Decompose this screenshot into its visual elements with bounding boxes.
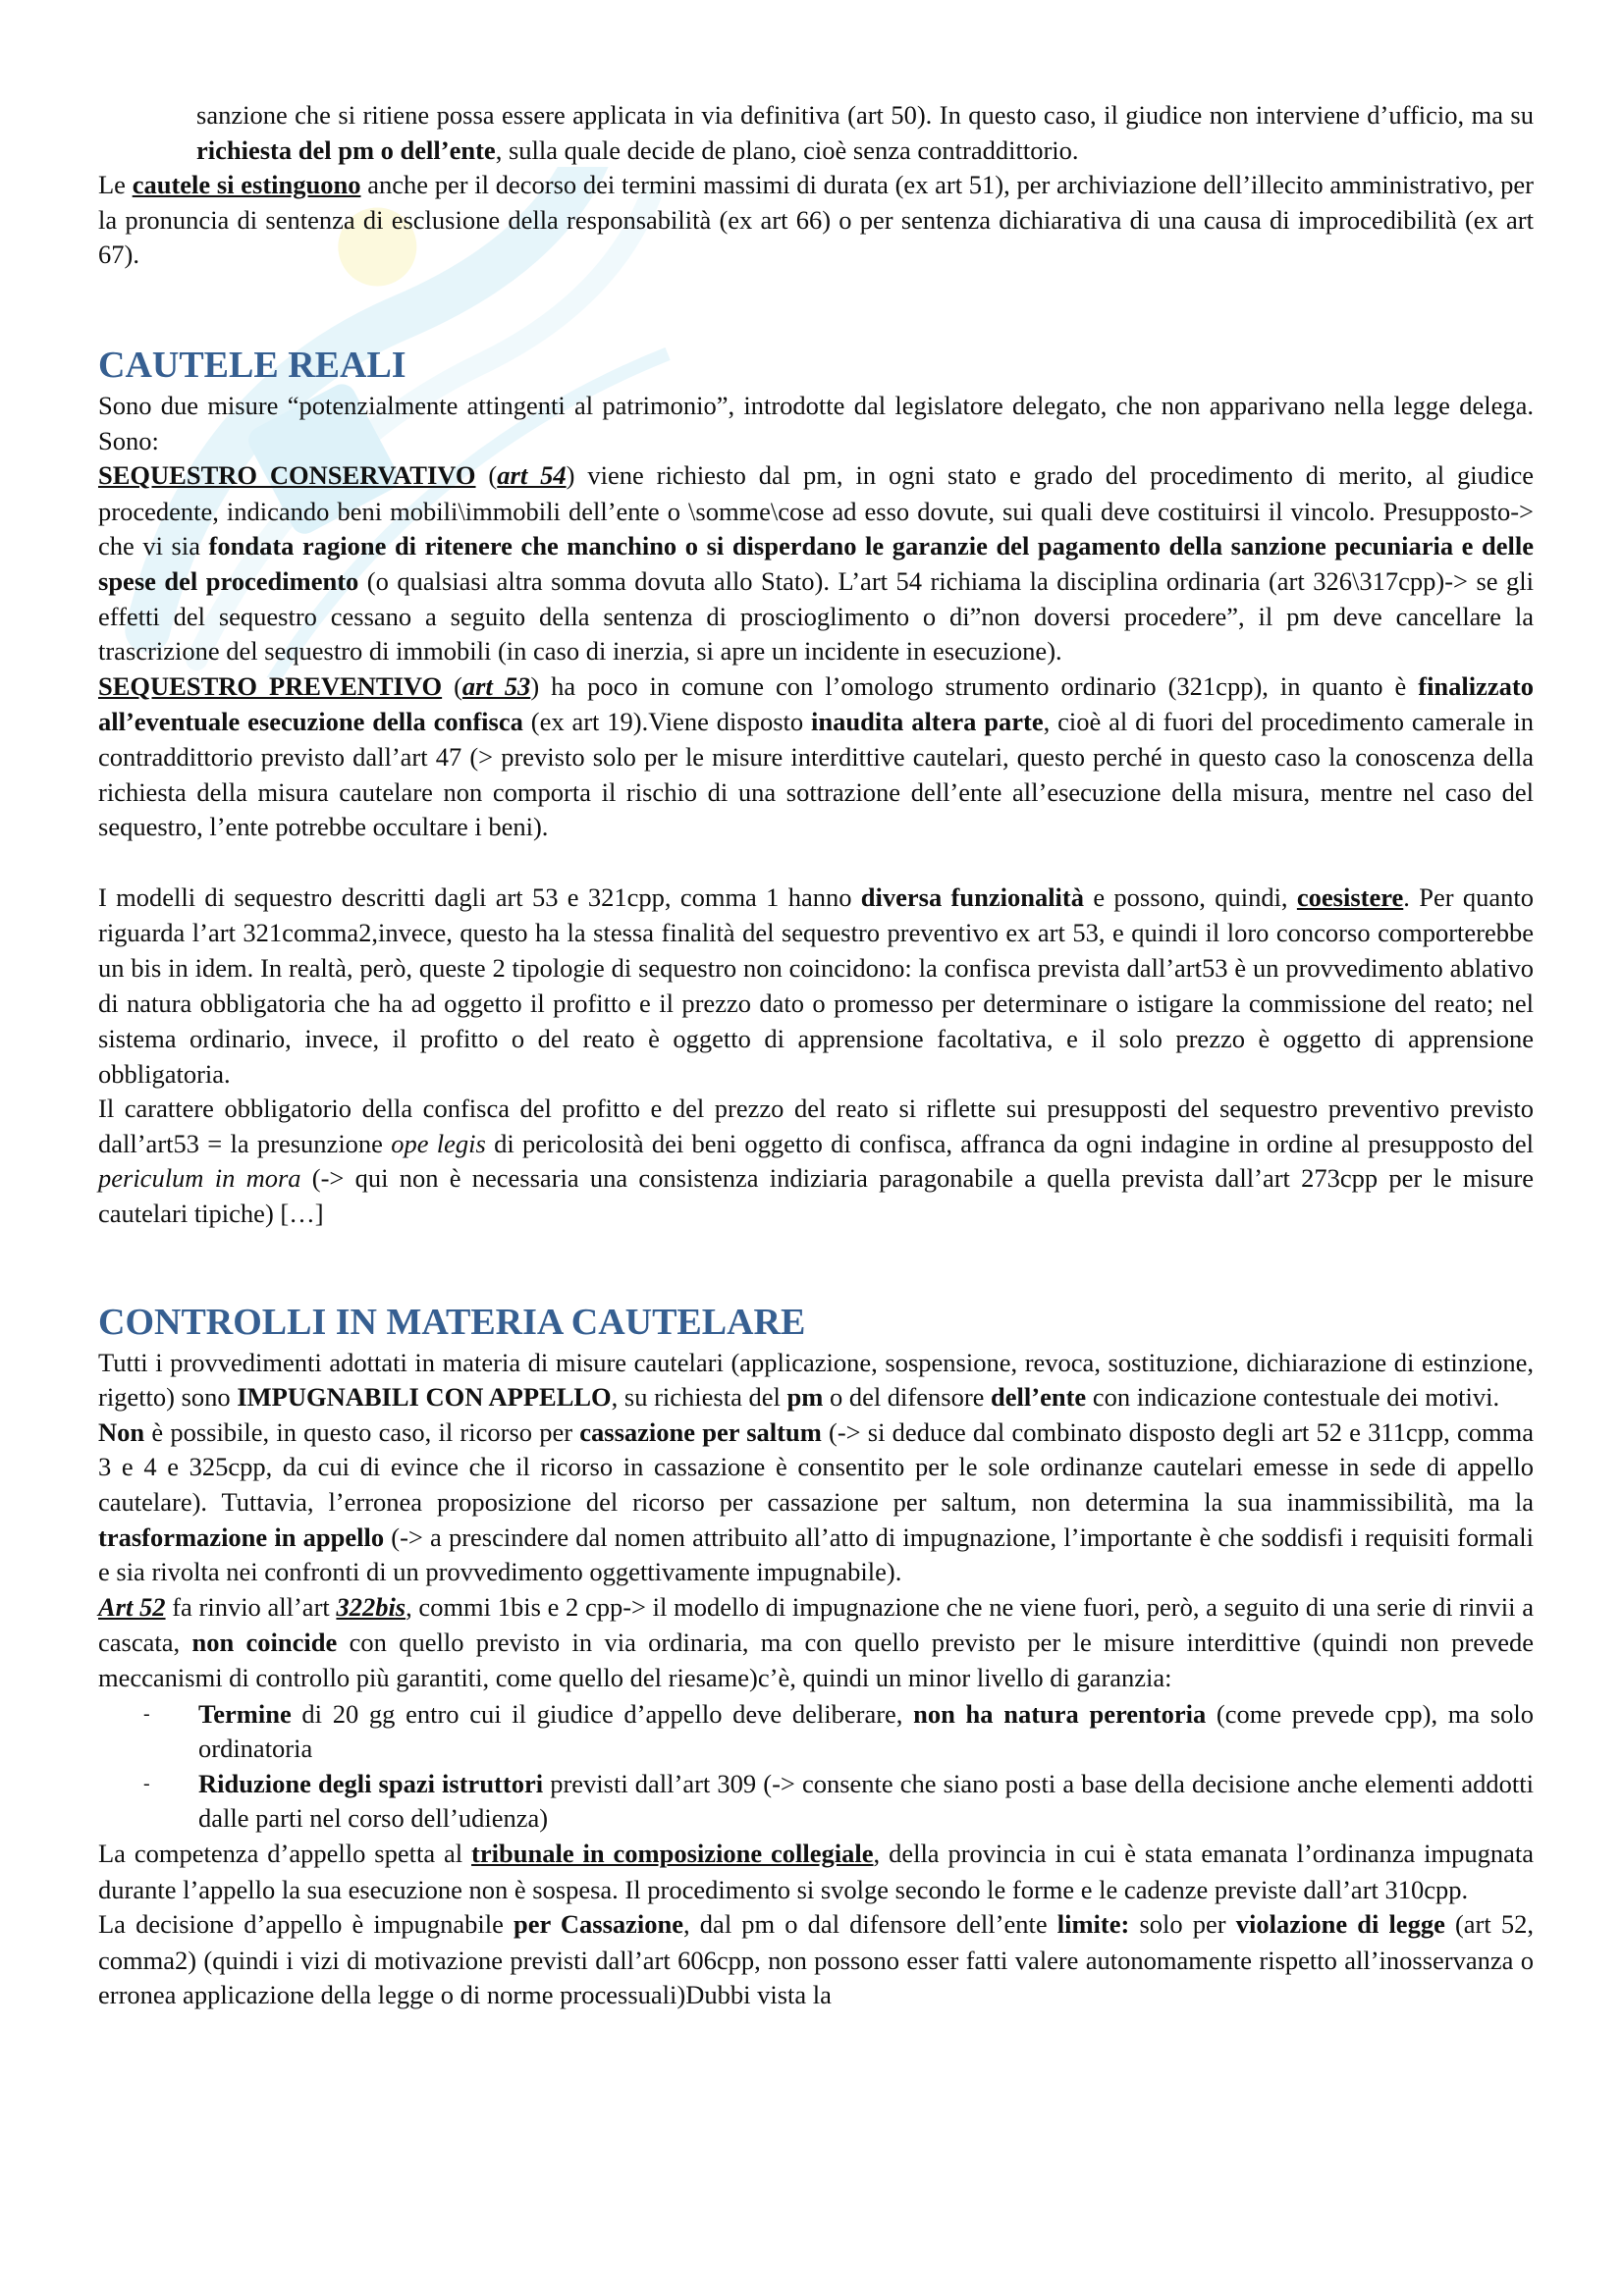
heading-cautele-reali: CAUTELE REALI (98, 344, 406, 386)
art52-paragraph: Art 52 fa rinvio all’art 322bis, commi 1bis e 2 cpp-> il modello di impugnazione che ne viene fuori, però, a seguito di una serie di rinvii a cascata, non coincide con quello previsto in via ordinaria, ma con quello previsto per le misure interdittive (quindi non prevede meccanismi di controllo più garantiti, come quello del riesame)c’è, quindi un minor livello di garanzia: (98, 1591, 1534, 1692)
sequestro-conservativo-paragraph: SEQUESTRO CONSERVATIVO (art 54) viene richiesto dal pm, in ogni stato e grado del procedimento di merito, al giudice procedente, indicando beni mobili\immobili dell’ente o \somme\cose ad esso dovute, sui quali deve costituirsi il vincolo. Presupposto-> che vi sia fondata ragione di ritenere che manchino o si disperdano le garanzie del pagamento della sanzione pecuniaria e delle spese del procedimento (o qualsiasi altra somma dovuta allo Stato). L’art 54 richiama la disciplina ordinaria (art 326\317cpp)-> se gli effetti del sequestro cessano a seguito della sentenza di proscioglimento o di”non doversi procedere”, il pm deve cancellare la trascrizione del sequestro di immobili (in caso di inerzia, si apre un incidente in esecuzione). (98, 460, 1534, 667)
sequestro-preventivo-paragraph: SEQUESTRO PREVENTIVO (art 53) ha poco in comune con l’omologo strumento ordinario (321cpp), in quanto è finalizzato all’eventuale esecuzione della confisca (ex art 19).Viene disposto inaudita altera parte, cioè al di fuori del procedimento camerale in contraddittorio previsto dall’art 47 (> previsto solo per le misure interdittive cautelari, questo perché in questo caso la conoscenza della richiesta della misura cautelare non comporta il rischio di una sottrazione dell’ente all’esecuzione della misura, mentre nel caso del sequestro, l’ente potrebbe occultare i beni). (98, 670, 1534, 842)
heading-controlli-materia-cautelare: CONTROLLI IN MATERIA CAUTELARE (98, 1301, 806, 1343)
carattere-obbligatorio-paragraph: Il carattere obbligatorio della confisca del profitto e del prezzo del reato si riflette sui presupposti del sequestro preventivo previsto dall’art53 = la presunzione ope legis di pericolosità dei beni oggetto di confisca, affranca da ogni indagine in ordine al presupposto del periculum in mora (-> qui non è necessaria una consistenza indiziaria paragonabile a quella prevista dall’art 273cpp per le misure cautelari tipiche) […] (98, 1094, 1535, 1229)
decisione-appello-paragraph: La decisione d’appello è impugnabile per Cassazione, dal pm o dal difensore dell’ente limite: solo per violazione di legge (art 52, comma2) (quindi i vizi di motivazione previsti dall’art 606cpp, non possono esser fatti valere autonomamente rispetto all’inosservanza o erronea applicazione della legge o di norme processuali)Dubbi vista la (98, 1909, 1535, 2010)
modelli-sequestro-paragraph: I modelli di sequestro descritti dagli art 53 e 321cpp, comma 1 hanno diversa funzionalità e possono, quindi, coesistere. Per quanto riguarda l’art 321comma2,invece, questo ha la stessa finalità del sequestro preventivo ex art 53, e quindi il loro concorso comporterebbe un bis in idem. In realtà, però, queste 2 tipologie di sequestro non coincidono: la confisca prevista dall’art53 è un provvedimento ablativo di natura obbligatoria che ha ad oggetto il profitto e il prezzo dato o promesso per determinare o istigare la commissione del reato; nel sistema ordinario, invece, il profitto o del reato è oggetto di apprensione facoltativa, e il solo prezzo è oggetto di apprensione obbligatoria. (98, 881, 1534, 1089)
list-item: - Termine di 20 gg entro cui il giudice d’appello deve deliberare, non ha natura perentoria (come prevede cpp), ma solo ordinatoria (198, 1697, 1534, 1767)
document-page (98, 98, 1534, 2014)
paragraph-gap (98, 845, 1534, 881)
cautele-estinzione-paragraph: Le cautele si estinguono anche per il decorso dei termini massimi di durata (ex art 51), per archiviazione dell’illecito amministrativo, per la pronuncia di sentenza di esclusione della responsabilità (ex art 66) o per sentenza dichiarativa di una causa di improcedibilità (ex art 67). (98, 170, 1534, 270)
cassazione-saltum-paragraph: Non è possibile, in questo caso, il ricorso per cassazione per saltum (-> si deduce dal combinato disposto degli art 52 e 311cpp, comma 3 e 4 e 325cpp, da cui di evince che il ricorso in cassazione è consentito per le sole ordinanze cautelari emesse in sede di appello cautelare). Tuttavia, l’erronea proposizione del ricorso per cassazione per saltum, non determina la sua inammissibilità, ma la trasformazione in appello (-> a prescindere dal nomen attribuito all’atto di impugnazione, l’importante è che soddisfi i requisiti formali e sia rivolta nei confronti di un provvedimento oggettivamente impugnabile). (98, 1416, 1535, 1587)
list-item: - Riduzione degli spazi istruttori previsti dall’art 309 (-> consente che siano posti a base della decisione anche elementi addotti dalle parti nel corso dell’udienza) (198, 1767, 1534, 1837)
impugnabili-paragraph: Tutti i provvedimenti adottati in materia di misure cautelari (applicazione, sospensione, revoca, sostituzione, dichiarazione di estinzione, rigetto) sono IMPUGNABILI CON APPELLO, su richiesta del pm o del difensore dell’ente con indicazione contestuale dei motivi. (98, 1347, 1534, 1413)
garanzia-list (98, 1697, 1534, 1837)
intro-paragraph: sanzione che si ritiene possa essere applicata in via definitiva (art 50). In questo caso, il giudice non interviene d’ufficio, ma su richiesta del pm o dell’ente, sulla quale decide de plano, cioè senza contraddittorio. (196, 100, 1534, 165)
cautele-intro-paragraph: Sono due misure “potenzialmente attingenti al patrimonio”, introdotte dal legislatore delegato, che non apparivano nella legge delega. Sono: (98, 390, 1534, 455)
competenza-appello-paragraph: La competenza d’appello spetta al tribunale in composizione collegiale, della provincia in cui è stata emanata l’ordinanza impugnata durante l’appello la sua esecuzione non è sospesa. Il procedimento si svolge secondo le forme e le cadenze previste dall’art 310cpp. (98, 1838, 1535, 1904)
